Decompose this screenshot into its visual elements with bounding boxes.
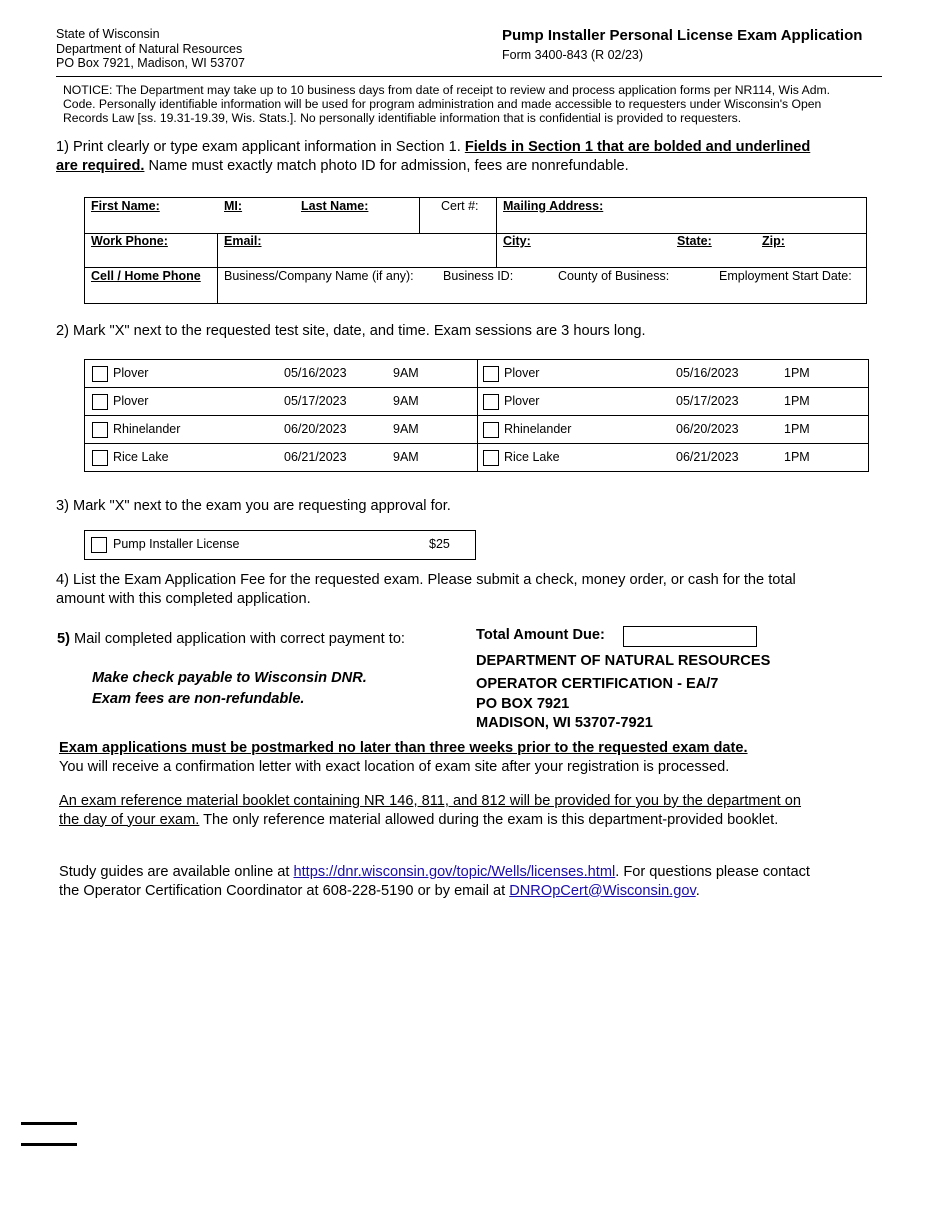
- table-col-divider: [217, 233, 218, 304]
- exam-fee: $25: [429, 537, 450, 551]
- privacy-notice: NOTICE: The Department may take up to 10 business days from date of receipt to review and process application forms per NR114, Wis Adm. Code. Personally identifiable information will be used for program administration and made accessible to requesters under Wisconsin's Open Records Law [ss. 19.31-19.39, Wis. Stats.]. No personally identifiable information that is confidential is provided to requesters.: [63, 83, 831, 125]
- agency-department: Department of Natural Resources: [56, 41, 243, 56]
- first-name-field[interactable]: First Name:: [91, 199, 160, 213]
- session-checkbox[interactable]: [483, 422, 499, 438]
- state-field[interactable]: State:: [677, 234, 712, 248]
- section1-required-note: Fields in Section 1 that are bolded and underlined are required.: [56, 139, 811, 174]
- deadline-text: Exam applications must be postmarked no later than three weeks prior to the requested exam date.: [59, 740, 748, 756]
- city-field[interactable]: City:: [503, 234, 531, 248]
- confirmation-text: You will receive a confirmation letter with exact location of exam site after your registration is processed.: [59, 758, 730, 775]
- section5-instructions: [57, 630, 405, 649]
- sessions-row-divider: [84, 443, 869, 444]
- section1-instructions: [56, 138, 816, 175]
- session-site: Rice Lake: [504, 450, 560, 464]
- address-line-1: DEPARTMENT OF NATURAL RESOURCES: [476, 653, 771, 669]
- section5-number: 5): [57, 631, 70, 647]
- business-id-field[interactable]: Business ID:: [443, 269, 514, 283]
- section5-text: Mail completed application with correct payment to:: [69, 631, 405, 647]
- session-site: Rhinelander: [504, 422, 572, 436]
- mailing-address-field[interactable]: Mailing Address:: [503, 199, 604, 213]
- session-checkbox[interactable]: [483, 366, 499, 382]
- booklet-text: [59, 792, 814, 829]
- mi-field[interactable]: MI:: [224, 199, 243, 213]
- form-title: Pump Installer Personal License Exam Application: [502, 27, 863, 44]
- session-time: 1PM: [784, 394, 810, 408]
- session-date: 06/20/2023: [284, 422, 347, 436]
- mailing-address-block: [476, 650, 770, 733]
- exam-checkbox[interactable]: [91, 537, 107, 553]
- cell-phone-field[interactable]: Cell / Home Phone: [91, 269, 201, 283]
- address-line-3: PO BOX 7921: [476, 696, 570, 712]
- agency-address: PO Box 7921, Madison, WI 53707: [56, 56, 245, 70]
- zip-field[interactable]: Zip:: [762, 234, 785, 248]
- session-time: 1PM: [784, 366, 810, 380]
- payable-line: Make check payable to Wisconsin DNR.: [92, 670, 367, 686]
- session-date: 06/20/2023: [676, 422, 739, 436]
- session-date: 06/21/2023: [284, 450, 347, 464]
- work-phone-field[interactable]: Work Phone:: [91, 234, 168, 248]
- sessions-row-divider: [84, 415, 869, 416]
- table-col-divider: [419, 197, 420, 234]
- address-line-2: OPERATOR CERTIFICATION - EA/7: [476, 675, 719, 692]
- session-time: 1PM: [784, 450, 810, 464]
- business-name-field[interactable]: Business/Company Name (if any):: [224, 269, 414, 283]
- table-row-divider: [84, 233, 867, 234]
- study-prefix: Study guides are available online at: [59, 864, 294, 880]
- agency-state: State of Wisconsin: [56, 27, 160, 41]
- session-site: Plover: [113, 394, 149, 408]
- total-amount-input[interactable]: [623, 626, 757, 647]
- study-end: .: [695, 882, 700, 899]
- section4-instructions: 4) List the Exam Application Fee for the requested exam. Please submit a check, money order, or cash for the total amount with this completed application.: [56, 572, 796, 607]
- session-checkbox[interactable]: [483, 450, 499, 466]
- booklet-notice: An exam reference material booklet containing NR 146, 811, and 812 will be provided for you by the department on the day of your exam.: [59, 793, 802, 828]
- header-divider: [56, 76, 882, 77]
- payable-note: [92, 668, 367, 709]
- study-guides-link[interactable]: https://dnr.wisconsin.gov/topic/Wells/licenses.html: [293, 864, 616, 880]
- refund-line: Exam fees are non-refundable.: [92, 690, 305, 707]
- session-checkbox[interactable]: [92, 450, 108, 466]
- section1-intro-tail: Name must exactly match photo ID for admission, fees are nonrefundable.: [144, 157, 629, 174]
- county-field[interactable]: County of Business:: [558, 269, 670, 283]
- session-time: 1PM: [784, 422, 810, 436]
- session-site: Rhinelander: [113, 422, 181, 436]
- total-amount-label: Total Amount Due:: [476, 627, 605, 643]
- section1-intro: 1) Print clearly or type exam applicant information in Section 1.: [56, 139, 465, 155]
- agency-block: [56, 27, 245, 71]
- session-time: 9AM: [393, 394, 419, 408]
- session-site: Plover: [504, 394, 540, 408]
- form-number: Form 3400-843 (R 02/23): [502, 48, 644, 62]
- section3-instructions: 3) Mark "X" next to the exam you are requesting approval for.: [56, 498, 451, 514]
- employment-start-field[interactable]: Employment Start Date:: [719, 269, 852, 283]
- booklet-tail: The only reference material allowed during the exam is this department-provided booklet.: [199, 811, 779, 828]
- session-time: 9AM: [393, 422, 419, 436]
- session-checkbox[interactable]: [92, 366, 108, 382]
- session-site: Plover: [113, 366, 149, 380]
- margin-mark: [21, 1143, 77, 1146]
- section2-instructions: 2) Mark "X" next to the requested test site, date, and time. Exam sessions are 3 hours long.: [56, 323, 646, 339]
- session-date: 06/21/2023: [676, 450, 739, 464]
- last-name-field[interactable]: Last Name:: [301, 199, 369, 213]
- session-checkbox[interactable]: [483, 394, 499, 410]
- session-site: Plover: [504, 366, 540, 380]
- deadline-block: [59, 739, 839, 776]
- session-date: 05/16/2023: [284, 366, 347, 380]
- session-date: 05/16/2023: [676, 366, 739, 380]
- session-checkbox[interactable]: [92, 422, 108, 438]
- table-col-divider: [496, 197, 497, 268]
- margin-mark: [21, 1122, 77, 1125]
- exam-name: Pump Installer License: [113, 537, 240, 551]
- session-site: Rice Lake: [113, 450, 169, 464]
- cert-number-field[interactable]: Cert #:: [441, 199, 479, 213]
- address-line-4: MADISON, WI 53707-7921: [476, 715, 653, 731]
- applicant-info-table: [84, 197, 867, 304]
- session-checkbox[interactable]: [92, 394, 108, 410]
- sessions-row-divider: [84, 387, 869, 388]
- session-time: 9AM: [393, 366, 419, 380]
- session-time: 9AM: [393, 450, 419, 464]
- table-row-divider: [84, 267, 867, 268]
- study-mid: . For questions please contact the Operator Certification Coordinator at 608-228-5190 or by email at: [59, 864, 810, 899]
- email-field[interactable]: Email:: [224, 234, 262, 248]
- study-guides-text: [59, 863, 819, 900]
- email-link[interactable]: DNROpCert@Wisconsin.gov: [509, 882, 696, 899]
- session-date: 05/17/2023: [676, 394, 739, 408]
- session-date: 05/17/2023: [284, 394, 347, 408]
